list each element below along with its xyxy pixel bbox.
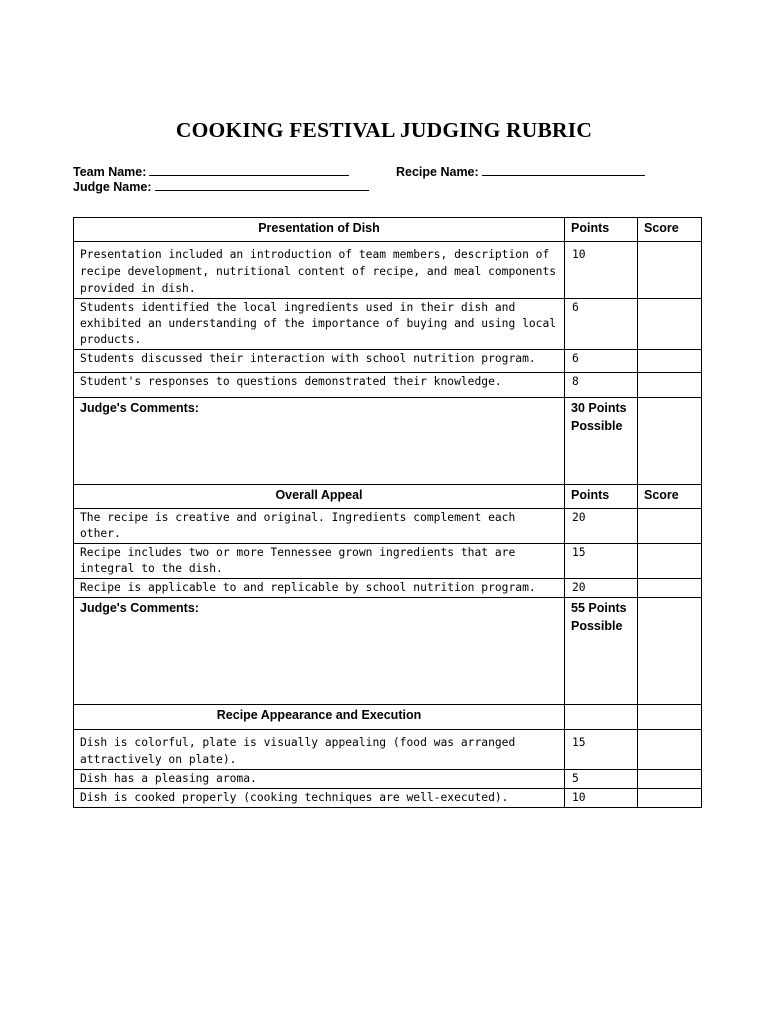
score-cell[interactable] (638, 730, 702, 770)
criterion-text: Student's responses to questions demonstrated their knowledge. (74, 373, 565, 398)
criterion-points: 15 (565, 730, 638, 770)
criterion-row (74, 730, 702, 770)
recipe-name-line[interactable] (482, 163, 645, 176)
comments-row (74, 598, 702, 705)
criterion-points: 15 (565, 544, 638, 579)
rubric-table (73, 217, 702, 808)
section-header-row (74, 485, 702, 509)
points-column-header: Points (565, 218, 638, 242)
score-cell[interactable] (638, 579, 702, 598)
criterion-points: 20 (565, 579, 638, 598)
score-cell[interactable] (638, 299, 702, 350)
section-header-row (74, 218, 702, 242)
criterion-row (74, 350, 702, 373)
criterion-text: Dish is cooked properly (cooking techniques are well-executed). (74, 789, 565, 808)
points-column-header-empty (565, 705, 638, 730)
criterion-row (74, 544, 702, 579)
criterion-text: Dish is colorful, plate is visually appealing (food was arranged attractively on plate). (74, 730, 565, 770)
judge-comments-label[interactable]: Judge's Comments: (74, 598, 565, 705)
score-cell[interactable] (638, 509, 702, 544)
criterion-row (74, 299, 702, 350)
criterion-row (74, 509, 702, 544)
criterion-row (74, 789, 702, 808)
section-title: Presentation of Dish (74, 218, 565, 242)
score-cell[interactable] (638, 789, 702, 808)
judge-name-field[interactable] (73, 178, 369, 194)
criterion-text: The recipe is creative and original. Ingredients complement each other. (74, 509, 565, 544)
judge-name-label: Judge Name: (73, 180, 152, 194)
score-column-header: Score (638, 218, 702, 242)
criterion-row (74, 770, 702, 789)
criterion-text: Dish has a pleasing aroma. (74, 770, 565, 789)
possible-points: 55 Points Possible (565, 598, 638, 705)
criterion-text: Students discussed their interaction with school nutrition program. (74, 350, 565, 373)
team-name-line[interactable] (149, 163, 349, 176)
criterion-points: 20 (565, 509, 638, 544)
points-column-header: Points (565, 485, 638, 509)
criterion-points: 6 (565, 299, 638, 350)
comments-row (74, 398, 702, 485)
score-cell[interactable] (638, 350, 702, 373)
criterion-text: Recipe is applicable to and replicable by school nutrition program. (74, 579, 565, 598)
criterion-text: Presentation included an introduction of team members, description of recipe development, nutritional content of recipe, and meal components provided in dish. (74, 242, 565, 299)
criterion-points: 10 (565, 789, 638, 808)
criterion-row (74, 242, 702, 299)
total-score-cell[interactable] (638, 598, 702, 705)
judge-comments-label[interactable]: Judge's Comments: (74, 398, 565, 485)
section-title: Overall Appeal (74, 485, 565, 509)
criterion-points: 5 (565, 770, 638, 789)
criterion-points: 8 (565, 373, 638, 398)
score-column-header: Score (638, 485, 702, 509)
score-cell[interactable] (638, 544, 702, 579)
criterion-text: Recipe includes two or more Tennessee grown ingredients that are integral to the dish. (74, 544, 565, 579)
recipe-name-label: Recipe Name: (396, 165, 479, 179)
criterion-row (74, 373, 702, 398)
score-cell[interactable] (638, 373, 702, 398)
score-column-header-empty (638, 705, 702, 730)
section-header-row (74, 705, 702, 730)
section-title: Recipe Appearance and Execution (74, 705, 565, 730)
total-score-cell[interactable] (638, 398, 702, 485)
team-name-label: Team Name: (73, 165, 147, 179)
criterion-text: Students identified the local ingredients used in their dish and exhibited an understanding of the importance of buying and using local products. (74, 299, 565, 350)
score-cell[interactable] (638, 242, 702, 299)
score-cell[interactable] (638, 770, 702, 789)
recipe-name-field[interactable] (396, 163, 645, 179)
criterion-points: 10 (565, 242, 638, 299)
page-title: COOKING FESTIVAL JUDGING RUBRIC (175, 118, 593, 142)
criterion-row (74, 579, 702, 598)
possible-points: 30 Points Possible (565, 398, 638, 485)
judge-name-line[interactable] (155, 178, 369, 191)
criterion-points: 6 (565, 350, 638, 373)
team-name-field[interactable] (73, 163, 349, 179)
